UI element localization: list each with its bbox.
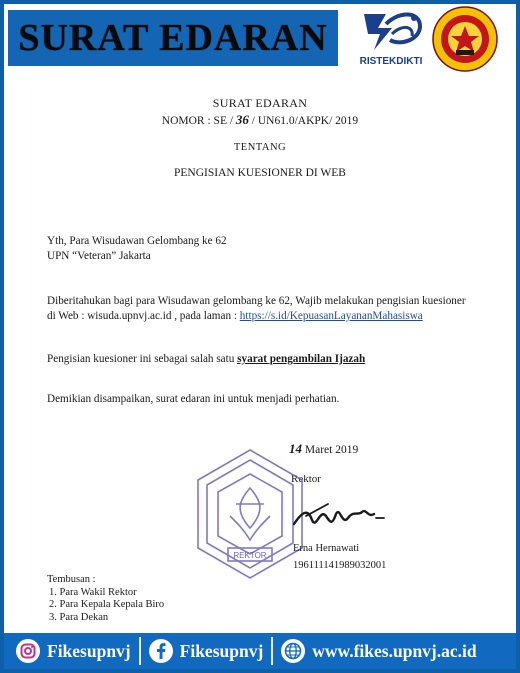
footer-divider (271, 637, 273, 665)
paragraph-1-line-2 (47, 309, 423, 324)
paragraph-1-prefix: di Web : wisuda.upnvj.ac.id , pada laman : (47, 310, 240, 322)
letter-number (4, 112, 516, 128)
upn-emblem-icon (432, 6, 498, 72)
ristekdikti-label: RISTEKDIKTI (359, 56, 423, 67)
ristekdikti-logo (356, 6, 426, 72)
footer-website-url: www.fikes.upnvj.ac.id (312, 640, 477, 661)
kuesioner-link[interactable]: https://s.id/KepuasanLayananMahasiswa (239, 310, 423, 322)
nomor-prefix: NOMOR : SE / (161, 115, 234, 127)
date-rest: Maret 2019 (304, 444, 359, 456)
ristekdikti-icon (356, 6, 426, 56)
tembusan-title: Tembusan : (47, 574, 96, 585)
footer-instagram-handle: Fikesupnvj (47, 640, 131, 661)
instagram-icon (16, 639, 40, 663)
paragraph-2 (47, 352, 365, 367)
upn-emblem-logo (432, 6, 498, 72)
paragraph-3: Demikian disampaikan, surat edaran ini untuk menjadi perhatian. (47, 393, 340, 405)
addressee-line-2: UPN “Veteran” Jakarta (47, 250, 151, 262)
handwritten-signature (288, 496, 388, 536)
nomor-suffix: / UN61.0/AKPK/ 2019 (251, 115, 359, 127)
paragraph-2-prefix: Pengisian kuesioner ini sebagai salah satu (47, 353, 238, 365)
tentang-label: TENTANG (233, 142, 287, 153)
footer-bar (4, 633, 516, 669)
signer-nip: 196111141989032001 (293, 560, 387, 571)
addressee-line-1: Yth, Para Wisudawan Gelombang ke 62 (47, 235, 227, 247)
footer-instagram[interactable] (16, 639, 131, 663)
header-title: SURAT EDARAN (8, 10, 338, 66)
stamp-label: REKTOR (233, 551, 267, 560)
signer-name: Erna Hernawati (293, 543, 360, 554)
letter-subject: PENGISIAN KUESIONER DI WEB (174, 167, 346, 179)
signer-title: Rektor (291, 473, 321, 485)
tembusan-item: 3. Para Dekan (49, 611, 109, 623)
footer-website[interactable] (281, 639, 476, 663)
header (4, 4, 516, 76)
tembusan-item: 2. Para Kepala Kepala Biro (49, 599, 165, 610)
letter-heading: SURAT EDARAN (212, 96, 308, 110)
footer-facebook[interactable] (149, 639, 264, 663)
letter-body (4, 76, 516, 633)
paragraph-1-line-1: Diberitahukan bagi para Wisudawan gelombang ke 62, Wajib melakukan pengisian kuesioner (47, 295, 466, 307)
facebook-icon (149, 639, 173, 663)
footer-divider (139, 637, 141, 665)
footer-facebook-handle: Fikesupnvj (179, 640, 264, 661)
globe-icon (281, 639, 305, 663)
tembusan-block (47, 574, 164, 624)
tembusan-item: 1. Para Wakil Rektor (49, 586, 137, 598)
date-handwritten: 14 (289, 441, 302, 456)
nomor-handwritten: 36 (235, 112, 249, 127)
paragraph-2-emphasis: syarat pengambilan Ijazah (237, 353, 366, 365)
